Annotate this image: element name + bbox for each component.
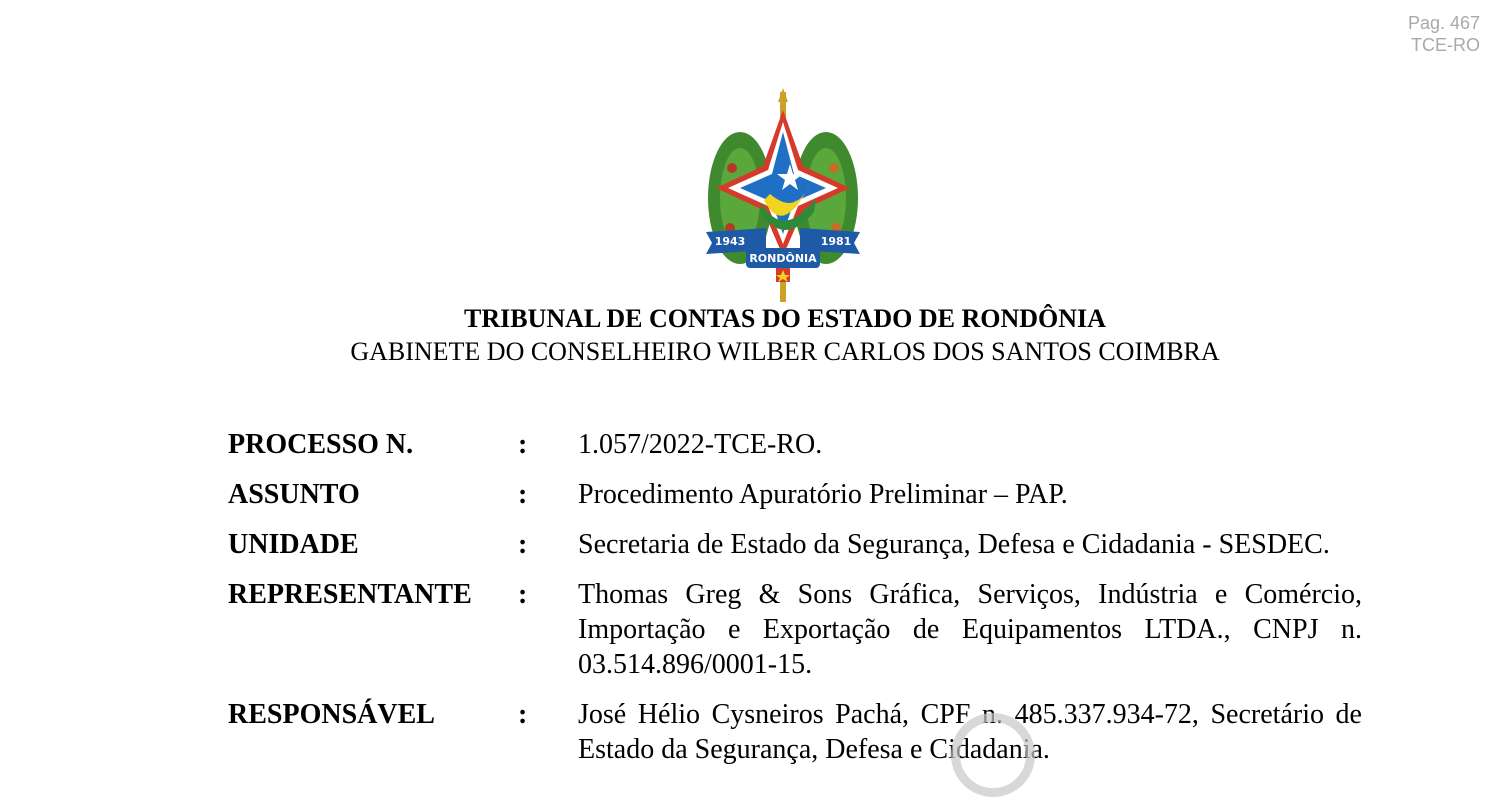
year-right: 1981 (820, 235, 852, 248)
cabinet-title: GABINETE DO CONSELHEIRO WILBER CARLOS DOS SANTOS COIMBRA (350, 337, 1220, 366)
field-label: REPRESENTANTE (228, 579, 472, 610)
court-title: TRIBUNAL DE CONTAS DO ESTADO DE RONDÔNIA (464, 304, 1106, 333)
field-colon: : (518, 479, 528, 510)
field-value: Thomas Greg & Sons Gráfica, Serviços, Indústria e Comércio, Importação e Exportação de Equipamentos LTDA., CNPJ n. 03.514.896/0001-15. (578, 579, 1362, 680)
field-label: RESPONSÁVEL (228, 699, 435, 730)
year-left: 1943 (714, 235, 746, 248)
field-row-unidade (228, 527, 1362, 562)
page-stamp (1408, 12, 1480, 56)
field-value: 1.057/2022-TCE-RO. (578, 429, 823, 460)
field-label: PROCESSO N. (228, 429, 414, 460)
document-header (0, 302, 1500, 368)
field-row-processo (228, 427, 1362, 462)
state-coat-of-arms (700, 88, 866, 306)
page-org: TCE-RO (1411, 35, 1480, 55)
field-value: Procedimento Apuratório Preliminar – PAP. (578, 479, 1068, 510)
field-value: José Hélio Cysneiros Pachá, CPF n. 485.337.934-72, Secretário de Estado da Segurança, Defesa e Cidadania. (578, 699, 1362, 765)
field-row-responsavel (228, 697, 1362, 767)
field-label: UNIDADE (228, 529, 359, 560)
field-colon: : (518, 579, 528, 610)
field-value: Secretaria de Estado da Segurança, Defesa e Cidadania - SESDEC. (578, 529, 1330, 560)
field-row-assunto (228, 477, 1362, 512)
page-number: Pag. 467 (1407, 13, 1480, 33)
field-colon: : (518, 429, 528, 460)
field-label: ASSUNTO (228, 479, 360, 510)
loading-spinner-icon (951, 713, 1035, 797)
field-colon: : (518, 529, 528, 560)
case-fields (228, 427, 1362, 782)
banner-text: RONDÔNIA (749, 252, 817, 265)
field-colon: : (518, 699, 528, 730)
field-row-representante (228, 577, 1362, 682)
